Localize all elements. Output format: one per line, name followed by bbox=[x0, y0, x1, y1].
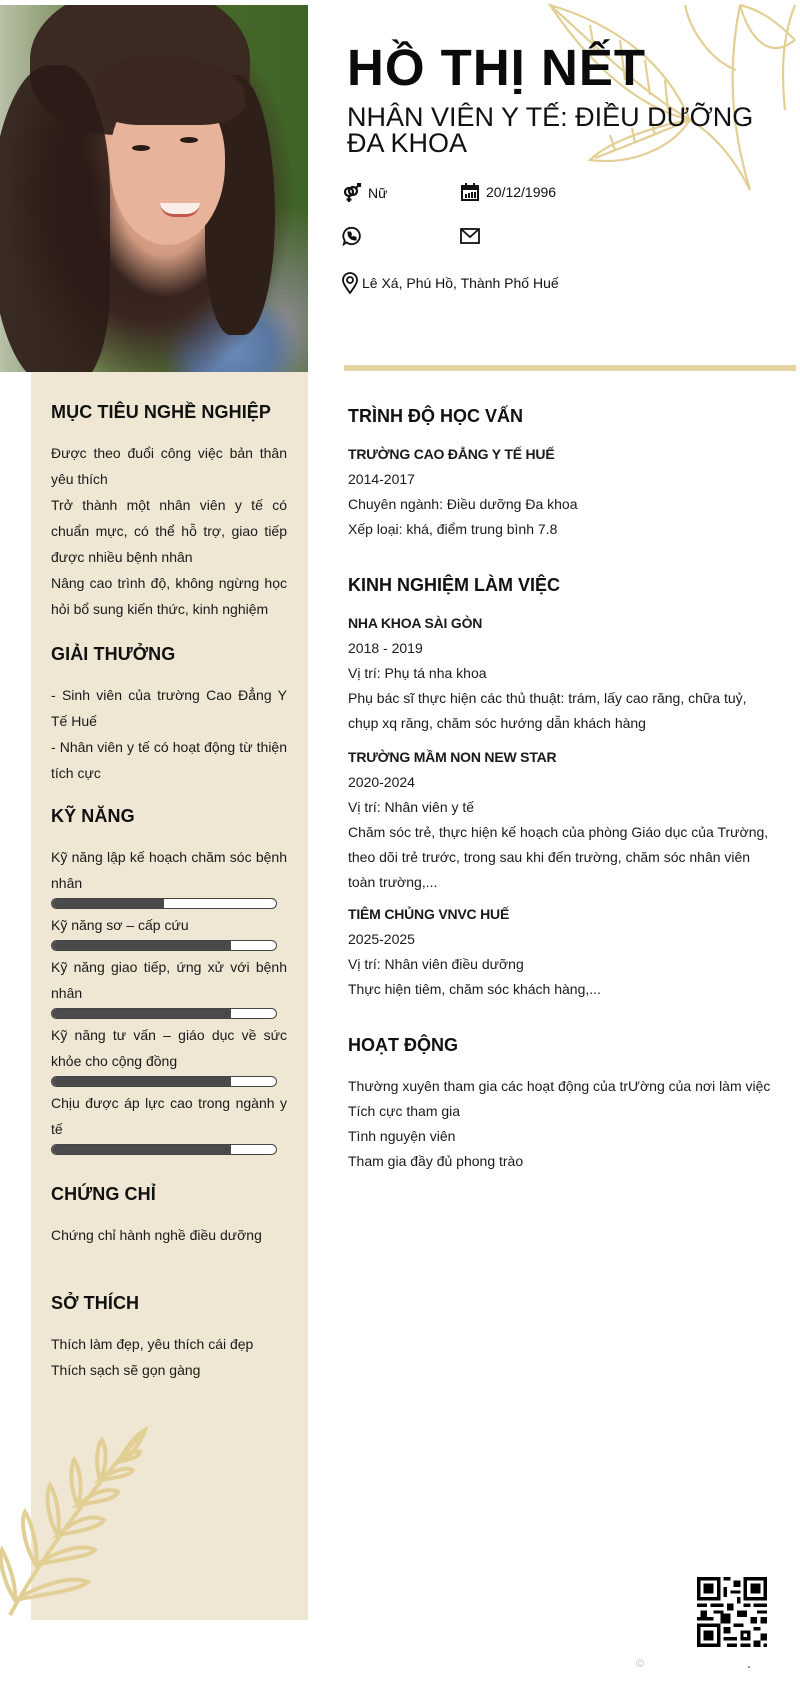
gender-icon bbox=[342, 183, 362, 203]
hobbies-heading: SỞ THÍCH bbox=[51, 1293, 140, 1313]
hobby-line: Thích làm đẹp, yêu thích cái đẹp bbox=[51, 1336, 254, 1352]
skill-progress-bar bbox=[51, 1008, 277, 1019]
hobby-line: Thích sạch sẽ gọn gàng bbox=[51, 1362, 201, 1378]
education-period: 2014-2017 bbox=[348, 471, 415, 487]
experience-org: TRƯỜNG MẦM NON NEW STAR bbox=[348, 749, 557, 765]
activity-line: Tích cực tham gia bbox=[348, 1103, 461, 1119]
objective-heading: MỤC TIÊU NGHỀ NGHIỆP bbox=[51, 402, 272, 422]
copyright-symbol: © bbox=[636, 1658, 645, 1670]
certificate-line: Chứng chỉ hành nghề điều dưỡng bbox=[51, 1227, 262, 1243]
skill-progress-bar bbox=[51, 940, 277, 951]
experience-org: TIÊM CHỦNG VNVC HUẾ bbox=[348, 906, 510, 922]
objective-line: Trở thành một nhân viên y tế có chuẩn mực, có thể hỗ trợ, giao tiếp được nhiều bệnh nhân bbox=[51, 497, 287, 565]
certificates-heading: CHỨNG CHỈ bbox=[51, 1184, 156, 1204]
skill-progress-fill bbox=[52, 1009, 231, 1018]
experience-item bbox=[348, 902, 778, 1002]
experience-period: 2025-2025 bbox=[348, 931, 415, 947]
skill-progress-fill bbox=[52, 899, 164, 908]
phone-row[interactable] bbox=[342, 226, 368, 246]
header-divider bbox=[344, 365, 796, 371]
mail-icon bbox=[460, 226, 480, 246]
location-pin-icon bbox=[342, 273, 358, 293]
experience-position: Vị trí: Nhân viên y tế bbox=[348, 799, 475, 815]
activity-line: Tình nguyện viên bbox=[348, 1128, 456, 1144]
skill-progress-fill bbox=[52, 1077, 231, 1086]
whatsapp-phone-icon bbox=[342, 226, 362, 246]
activity-line: Thường xuyên tham gia các hoạt động của trƯờng của nơi làm việc bbox=[348, 1078, 771, 1094]
award-line: - Nhân viên y tế có hoạt động từ thiện tích cực bbox=[51, 739, 287, 781]
skill-progress-bar bbox=[51, 1076, 277, 1087]
activity-line: Tham gia đầy đủ phong trào bbox=[348, 1153, 524, 1169]
gender-row bbox=[342, 183, 387, 203]
candidate-name: HỒ THỊ NẾT bbox=[347, 39, 646, 96]
job-title: NHÂN VIÊN Y TẾ: ĐIỀU DƯỠNG ĐA KHOA bbox=[347, 102, 754, 158]
skill-label: Kỹ năng lập kế hoạch chăm sóc bệnh nhân bbox=[51, 849, 287, 891]
profile-photo bbox=[0, 5, 308, 372]
skill-item bbox=[51, 912, 287, 951]
experience-item bbox=[348, 611, 778, 736]
education-line: Xếp loại: khá, điểm trung bình 7.8 bbox=[348, 521, 558, 537]
skill-item bbox=[51, 844, 287, 909]
objective-line: Được theo đuổi công việc bản thân yêu thích bbox=[51, 445, 287, 487]
skill-progress-fill bbox=[52, 941, 231, 950]
certificates-text bbox=[51, 1222, 287, 1248]
address-row bbox=[342, 273, 559, 293]
birthdate-row bbox=[460, 182, 556, 202]
activities-heading: HOẠT ĐỘNG bbox=[348, 1035, 458, 1055]
gender-value: Nữ bbox=[368, 185, 388, 201]
address-value: Lê Xá, Phú Hồ, Thành Phố Huế bbox=[362, 275, 559, 291]
education-heading: TRÌNH ĐỘ HỌC VẤN bbox=[348, 406, 523, 426]
education-org: TRƯỜNG CAO ĐẲNG Y TẾ HUẾ bbox=[348, 446, 555, 462]
experience-period: 2018 - 2019 bbox=[348, 640, 423, 656]
calendar-icon bbox=[460, 182, 480, 202]
experience-position: Vị trí: Nhân viên điều dưỡng bbox=[348, 956, 524, 972]
experience-heading: KINH NGHIỆM LÀM VIỆC bbox=[348, 575, 561, 595]
leaf-decoration-icon bbox=[540, 0, 800, 200]
skill-label: Kỹ năng tư vấn – giáo dục về sức khỏe cho cộng đồng bbox=[51, 1027, 287, 1069]
skill-progress-bar bbox=[51, 1144, 277, 1155]
experience-period: 2020-2024 bbox=[348, 774, 415, 790]
skill-item bbox=[51, 1090, 287, 1155]
education-item bbox=[348, 442, 778, 542]
skill-label: Kỹ năng giao tiếp, ứng xử với bệnh nhân bbox=[51, 959, 287, 1001]
awards-heading: GIẢI THƯỞNG bbox=[51, 644, 176, 664]
award-line: - Sinh viên của trường Cao Đẳng Y Tế Huế bbox=[51, 687, 287, 729]
skill-item bbox=[51, 954, 287, 1019]
skill-label: Kỹ năng sơ – cấp cứu bbox=[51, 917, 189, 933]
experience-position: Vị trí: Phụ tá nha khoa bbox=[348, 665, 487, 681]
awards-text bbox=[51, 682, 287, 786]
skill-item bbox=[51, 1022, 287, 1087]
hobbies-text bbox=[51, 1331, 287, 1383]
skill-progress-fill bbox=[52, 1145, 231, 1154]
experience-item bbox=[348, 745, 778, 895]
experience-description: Phụ bác sĩ thực hiện các thủ thuật: trám, lấy cao răng, chữa tuỷ, chụp xq răng, chăm sóc hướng dẫn khách hàng bbox=[348, 690, 747, 731]
birthdate-value: 20/12/1996 bbox=[486, 184, 557, 200]
activities-list bbox=[348, 1074, 798, 1174]
skill-label: Chịu được áp lực cao trong ngành y tế bbox=[51, 1095, 287, 1137]
experience-description: Thực hiện tiêm, chăm sóc khách hàng,... bbox=[348, 981, 601, 997]
skills-heading: KỸ NĂNG bbox=[51, 806, 135, 826]
leaf-decoration-icon bbox=[0, 1400, 160, 1620]
footer-dot bbox=[748, 1666, 750, 1668]
experience-description: Chăm sóc trẻ, thực hiện kế hoạch của phòng Giáo dục của Trường, theo dõi trẻ trước, trong sau khi đến trường, chăm sóc nhân viên toàn trường,... bbox=[348, 824, 769, 890]
email-row[interactable] bbox=[460, 226, 486, 246]
education-line: Chuyên ngành: Điều dưỡng Đa khoa bbox=[348, 496, 578, 512]
objective-line: Nâng cao trình độ, không ngừng học hỏi bổ sung kiến thức, kinh nghiệm bbox=[51, 575, 287, 617]
experience-org: NHA KHOA SÀI GÒN bbox=[348, 615, 483, 631]
skill-progress-bar bbox=[51, 898, 277, 909]
objective-text bbox=[51, 440, 287, 622]
qr-code[interactable] bbox=[697, 1577, 767, 1647]
